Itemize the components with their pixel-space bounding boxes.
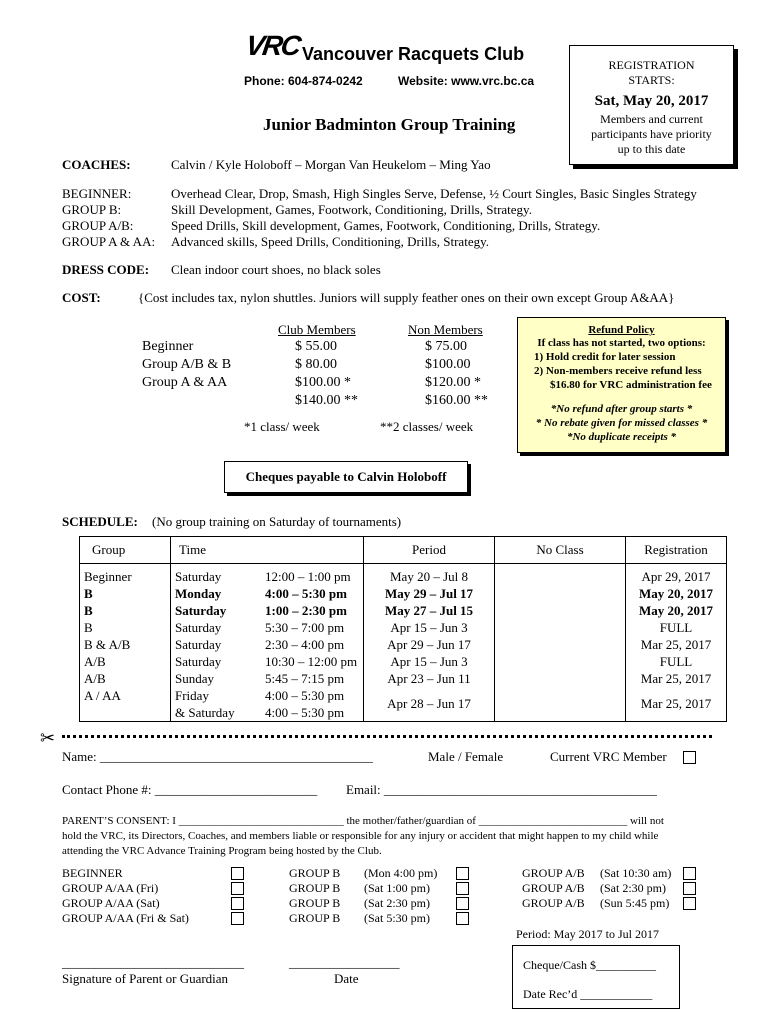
col-registration: Apr 29, 2017 May 20, 2017 May 20, 2017 FULL Mar 25, 2017 FULL Mar 25, 2017 Mar 25, 2017 xyxy=(626,564,727,722)
option-label: GROUP B xyxy=(289,866,341,880)
col-no-class xyxy=(495,564,626,722)
header-group: Group xyxy=(80,537,171,564)
refund-policy-box xyxy=(517,317,726,453)
cost-club-prices xyxy=(295,338,358,410)
cost-groups xyxy=(142,338,231,392)
cost-group: Group A/B & B xyxy=(142,357,232,372)
group-label: GROUP A & AA: xyxy=(62,234,156,249)
group-options-col3-time xyxy=(600,866,671,911)
option-time: (Mon 4:00 pm) xyxy=(364,866,438,880)
option-time: (Sat 2:30 pm) xyxy=(364,896,430,910)
contact-phone-field[interactable]: Contact Phone #: _________________________ xyxy=(62,782,318,797)
option-label: GROUP A/B xyxy=(522,866,585,880)
club-price: $ 80.00 xyxy=(295,357,337,372)
option-label: GROUP B xyxy=(289,896,341,910)
refund-line: If class has not started, two options: xyxy=(537,337,706,349)
checkbox-b-sat-1[interactable] xyxy=(456,882,469,895)
col-period: May 20 – Jul 8 May 29 – Jul 17 May 27 – Jul 15 Apr 15 – Jun 3 Apr 29 – Jun 17 Apr 15 – Jun 3 Apr 23 – Jun 11 Apr 28 – Jun 17 xyxy=(364,564,495,722)
cost-group: Group A & AA xyxy=(142,375,228,390)
checkbox-b-mon[interactable] xyxy=(456,867,469,880)
refund-line: 1) Hold credit for later session xyxy=(534,351,676,363)
non-members-header: Non Members xyxy=(408,322,483,337)
group-desc: Overhead Clear, Drop, Smash, High Singles Serve, Defense, ½ Court Singles, Basic Singles Strategy xyxy=(171,186,697,201)
date-received-field[interactable]: Date Rec’d ____________ xyxy=(523,987,653,1001)
schedule-note: (No group training on Saturday of tournaments) xyxy=(152,514,402,529)
program-title: Junior Badminton Group Training xyxy=(263,115,516,134)
parents-consent xyxy=(62,814,664,859)
option-label: GROUP A/AA (Fri & Sat) xyxy=(62,911,189,925)
cost-note: {Cost includes tax, nylon shuttles. Juniors will supply feather ones on their own except Group A&AA} xyxy=(138,290,675,305)
refund-line: 2) Non-members receive refund less xyxy=(534,365,702,377)
club-name: Vancouver Racquets Club xyxy=(302,44,525,64)
refund-line: * No rebate given for missed classes * xyxy=(535,417,708,429)
registration-heading-2: STARTS: xyxy=(628,73,675,87)
group-desc: Speed Drills, Skill development, Games, Footwork, Conditioning, Drills, Strategy. xyxy=(171,218,601,233)
office-use-box xyxy=(512,945,680,1009)
club-website: Website: www.vrc.bc.ca xyxy=(398,74,535,88)
col-group: Beginner B B B B & A/B A/B A/B A / AA xyxy=(80,564,171,722)
checkbox-b-sat-530[interactable] xyxy=(456,912,469,925)
group-label: GROUP B: xyxy=(62,202,122,217)
schedule-label: SCHEDULE: xyxy=(62,514,138,529)
cost-non-prices xyxy=(425,338,488,410)
vrc-logo: VRC xyxy=(243,30,302,61)
cost-group: Beginner xyxy=(142,339,194,354)
club-price: $140.00 ** xyxy=(295,393,358,408)
schedule-table xyxy=(79,536,727,722)
cut-line xyxy=(62,735,712,738)
club-phone: Phone: 604-874-0242 xyxy=(244,74,363,88)
registration-note-1: Members and current xyxy=(600,112,703,126)
registration-note-2: participants have priority xyxy=(591,127,712,141)
refund-line: *No refund after group starts * xyxy=(550,403,693,415)
registration-box xyxy=(569,45,734,165)
cheques-payable-box: Cheques payable to Calvin Holoboff xyxy=(224,461,468,493)
option-label: GROUP B xyxy=(289,881,341,895)
refund-title: Refund Policy xyxy=(588,324,655,336)
refund-line: *No duplicate receipts * xyxy=(566,431,677,443)
header-registration: Registration xyxy=(626,537,727,564)
non-price: $100.00 xyxy=(425,357,471,372)
consent-line[interactable]: PARENT’S CONSENT: I ______________________________ the mother/father/guardian of ___________________________ will not xyxy=(62,815,664,827)
group-options-col2 xyxy=(289,866,340,926)
gender-field[interactable]: Male / Female xyxy=(428,749,504,764)
option-label: GROUP A/AA (Sat) xyxy=(62,896,160,910)
dress-code-label: DRESS CODE: xyxy=(62,262,150,277)
option-label: GROUP A/B xyxy=(522,896,585,910)
option-label: GROUP B xyxy=(289,911,341,925)
member-label: Current VRC Member xyxy=(550,749,667,764)
checkbox-ab-sat-1030[interactable] xyxy=(683,867,696,880)
non-price: $ 75.00 xyxy=(425,339,467,354)
signature-label: Signature of Parent or Guardian xyxy=(62,971,229,986)
header-no-class: No Class xyxy=(495,537,626,564)
schedule-body xyxy=(80,564,727,722)
member-checkbox[interactable] xyxy=(683,751,696,764)
cost-footnote-1: *1 class/ week xyxy=(244,419,320,434)
option-label: BEGINNER xyxy=(62,866,123,880)
cost-label: COST: xyxy=(62,290,101,305)
group-desc: Skill Development, Games, Footwork, Conditioning, Drills, Strategy. xyxy=(171,202,532,217)
date-label: Date xyxy=(334,971,359,986)
club-price: $100.00 * xyxy=(295,375,351,390)
club-members-header: Club Members xyxy=(278,322,356,337)
group-labels xyxy=(62,186,155,250)
option-label: GROUP A/B xyxy=(522,881,585,895)
checkbox-b-sat-230[interactable] xyxy=(456,897,469,910)
consent-line: attending the VRC Advance Training Program being hosted by the Club. xyxy=(62,845,382,857)
registration-date: Sat, May 20, 2017 xyxy=(594,93,709,109)
name-field[interactable]: Name: __________________________________________ xyxy=(62,749,373,764)
group-descriptions xyxy=(171,186,697,250)
checkbox-aaa-fri[interactable] xyxy=(231,882,244,895)
email-field[interactable]: Email: __________________________________________ xyxy=(346,782,657,797)
coaches-label: COACHES: xyxy=(62,157,131,172)
group-label: BEGINNER: xyxy=(62,186,132,201)
refund-line: $16.80 for VRC administration fee xyxy=(550,379,712,391)
consent-line: hold the VRC, its Directors, Coaches, and members liable or responsible for any injury or accident that might happen to my child while xyxy=(62,830,659,842)
checkbox-aaa-fri-sat[interactable] xyxy=(231,912,244,925)
group-desc: Advanced skills, Speed Drills, Conditioning, Drills, Strategy. xyxy=(171,234,489,249)
col-time: 12:00 – 1:00 pm 4:00 – 5:30 pm 1:00 – 2:30 pm 5:30 – 7:00 pm 2:30 – 4:00 pm 10:30 – 12:00 pm 5:45 – 7:15 pm 4:00 – 5:30 pm 4:00 – 5:30 pm xyxy=(261,564,364,722)
checkbox-aaa-sat[interactable] xyxy=(231,897,244,910)
option-time: (Sat 10:30 am) xyxy=(600,866,672,880)
group-label: GROUP A/B: xyxy=(62,218,134,233)
group-options-col1 xyxy=(62,866,189,926)
dress-code-value: Clean indoor court shoes, no black soles xyxy=(171,262,381,277)
checkbox-beginner[interactable] xyxy=(231,867,244,880)
period-note: Period: May 2017 to Jul 2017 xyxy=(516,927,659,941)
scissors-icon: ✂ xyxy=(40,728,56,748)
club-price: $ 55.00 xyxy=(295,339,337,354)
header-period: Period xyxy=(364,537,495,564)
cost-footnote-2: **2 classes/ week xyxy=(380,419,474,434)
date-line[interactable]: _________________ xyxy=(289,955,400,970)
checkbox-ab-sat-230[interactable] xyxy=(683,882,696,895)
registration-heading: REGISTRATION xyxy=(608,58,695,72)
schedule-header-row xyxy=(80,537,727,564)
group-options-col3 xyxy=(522,866,585,911)
option-time: (Sat 1:00 pm) xyxy=(364,881,430,895)
checkbox-ab-sun[interactable] xyxy=(683,897,696,910)
registration-note-3: up to this date xyxy=(617,142,686,156)
option-time: (Sat 5:30 pm) xyxy=(364,911,430,925)
non-price: $160.00 ** xyxy=(425,393,488,408)
non-price: $120.00 * xyxy=(425,375,481,390)
header-time: Time xyxy=(171,537,364,564)
option-time: (Sat 2:30 pm) xyxy=(600,881,666,895)
group-options-col2-time xyxy=(364,866,437,926)
cheque-cash-field[interactable]: Cheque/Cash $__________ xyxy=(523,958,656,972)
option-time: (Sun 5:45 pm) xyxy=(600,896,670,910)
signature-line[interactable]: ____________________________ xyxy=(62,955,244,970)
option-label: GROUP A/AA (Fri) xyxy=(62,881,159,895)
coaches-value: Calvin / Kyle Holoboff – Morgan Van Heukelom – Ming Yao xyxy=(171,157,491,172)
col-day: Saturday Monday Saturday Saturday Saturday Saturday Sunday Friday & Saturday xyxy=(171,564,262,722)
